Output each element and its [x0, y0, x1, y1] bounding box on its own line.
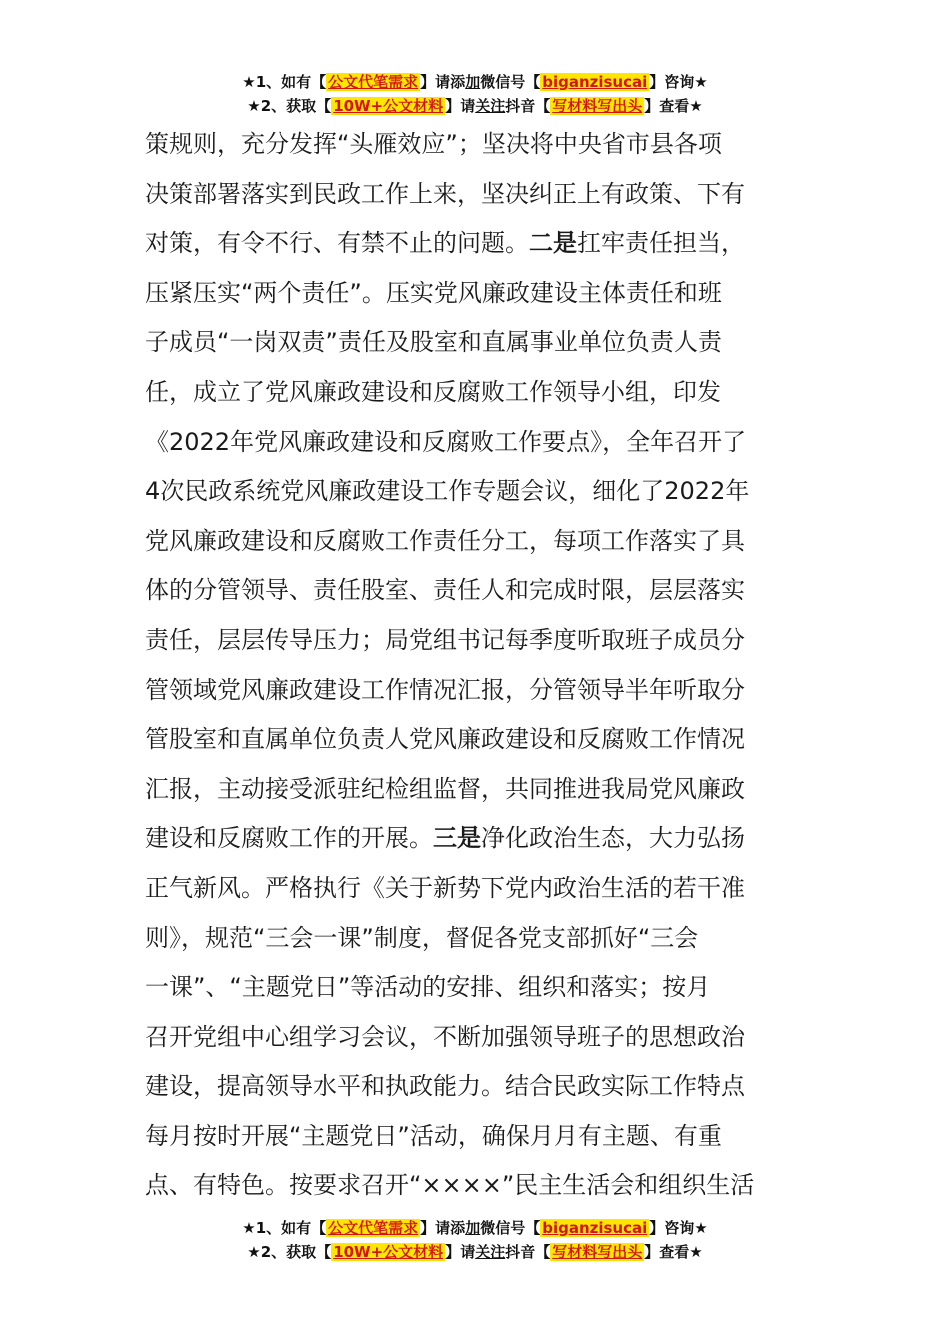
banner-emphasis: 关注: [475, 97, 506, 115]
body-line: [145, 467, 815, 517]
body-line: [145, 219, 815, 269]
body-line: [145, 170, 815, 220]
banner-line-2: [0, 94, 950, 118]
banner-text: 】咨询★: [649, 1219, 708, 1237]
banner-text: ★2、获取【: [247, 1243, 332, 1261]
body-line: [145, 616, 815, 666]
body-line: [145, 715, 815, 765]
body-text-run: 正气新风。严格执行《关于新势下党内政治生活的若干准: [145, 873, 745, 902]
body-text-run: 建设和反腐败工作的开展。: [145, 824, 433, 853]
body-text-run: 则》，规范“三会一课”制度，督促各党支部抓好“三会: [145, 923, 699, 952]
footer-banner: [0, 1216, 950, 1264]
banner-text: ★1、如有【: [242, 73, 327, 91]
bold-marker: 三是: [433, 824, 481, 853]
bold-marker: 二是: [529, 229, 577, 258]
body-line: [145, 517, 815, 567]
body-line: [145, 566, 815, 616]
body-text-run: 任，成立了党风廉政建设和反腐败工作领导小组，印发: [145, 377, 721, 406]
banner-emphasis: 加: [465, 73, 481, 91]
body-line: [145, 318, 815, 368]
banner-text: 】咨询★: [649, 73, 708, 91]
body-line: [145, 1013, 815, 1063]
body-text-run: 点、有特色。按要求召开“××××”民主生活会和组织生活: [145, 1171, 755, 1200]
highlight-douyin-account: 写材料写出头: [552, 1243, 643, 1261]
body-text-run: 责任，层层传导压力；局党组书记每季度听取班子成员分: [145, 625, 745, 654]
banner-line-1: [0, 70, 950, 94]
body-line: [145, 765, 815, 815]
body-text-run: 净化政治生态，大力弘扬: [481, 824, 745, 853]
body-line: [145, 1062, 815, 1112]
banner-text: 微信号【: [480, 73, 541, 91]
highlight-materials: 10W+公文材料: [333, 1243, 444, 1261]
body-text-run: 召开党组中心组学习会议，不断加强领导班子的思想政治: [145, 1022, 745, 1051]
body-text-run: 扛牢责任担当，: [577, 229, 745, 258]
body-line: [145, 269, 815, 319]
body-text-run: 策规则，充分发挥“头雁效应”；坚决将中央省市县各项: [145, 130, 722, 158]
banner-text: 】请: [445, 97, 476, 115]
banner-emphasis: 加: [465, 1219, 481, 1237]
body-text-run: 体的分管领导、责任股室、责任人和完成时限，层层落实: [145, 576, 745, 605]
body-line: [145, 864, 815, 914]
body-text-run: 压紧压实“两个责任”。压实党风廉政建设主体责任和班: [145, 278, 722, 307]
banner-line-2: [0, 1240, 950, 1264]
body-text-run: 4次民政系统党风廉政建设工作专题会议，细化了2022年: [145, 477, 750, 506]
body-text-run: 子成员“一岗双责”责任及股室和直属事业单位负责人责: [145, 328, 722, 357]
banner-text: ★1、如有【: [242, 1219, 327, 1237]
body-line: [145, 120, 815, 170]
body-text-run: 党风廉政建设和反腐败工作责任分工，每项工作落实了具: [145, 526, 745, 555]
body-line: [145, 914, 815, 964]
body-line: [145, 1161, 815, 1211]
banner-line-1: [0, 1216, 950, 1240]
body-text-run: 对策，有令不行、有禁不止的问题。: [145, 229, 529, 258]
highlight-douyin-account: 写材料写出头: [552, 97, 643, 115]
banner-text: 】请: [445, 1243, 476, 1261]
body-line: [145, 963, 815, 1013]
body-line: [145, 418, 815, 468]
body-text-run: 建设，提高领导水平和执政能力。结合民政实际工作特点: [145, 1072, 745, 1101]
highlight-service: 公文代笔需求: [328, 1219, 419, 1237]
body-text-run: 汇报，主动接受派驻纪检组监督，共同推进我局党风廉政: [145, 774, 745, 803]
body-text-run: 一课”、“主题党日”等活动的安排、组织和落实；按月: [145, 973, 711, 1002]
banner-text: 微信号【: [480, 1219, 541, 1237]
banner-emphasis: 关注: [475, 1243, 506, 1261]
body-text-run: 每月按时开展“主题党日”活动，确保月月有主题、有重: [145, 1121, 722, 1150]
document-body: [145, 120, 815, 1211]
body-line: [145, 814, 815, 864]
highlight-materials: 10W+公文材料: [333, 97, 444, 115]
body-line: [145, 1112, 815, 1162]
banner-text: 抖音【: [505, 97, 551, 115]
banner-text: 】查看★: [644, 1243, 703, 1261]
banner-text: 】查看★: [644, 97, 703, 115]
body-text-run: 管股室和直属单位负责人党风廉政建设和反腐败工作情况: [145, 725, 745, 754]
highlight-wechat-id: biganzisucai: [542, 73, 648, 91]
banner-text: 】请添: [420, 73, 466, 91]
body-line: [145, 666, 815, 716]
body-text-run: 《2022年党风廉政建设和反腐败工作要点》，全年召开了: [145, 427, 747, 456]
body-text-run: 管领域党风廉政建设工作情况汇报，分管领导半年听取分: [145, 675, 745, 704]
highlight-service: 公文代笔需求: [328, 73, 419, 91]
body-line: [145, 368, 815, 418]
banner-text: 抖音【: [505, 1243, 551, 1261]
header-banner: [0, 70, 950, 118]
banner-text: ★2、获取【: [247, 97, 332, 115]
banner-text: 】请添: [420, 1219, 466, 1237]
highlight-wechat-id: biganzisucai: [542, 1219, 648, 1237]
body-text-run: 决策部署落实到民政工作上来，坚决纠正上有政策、下有: [145, 179, 745, 208]
